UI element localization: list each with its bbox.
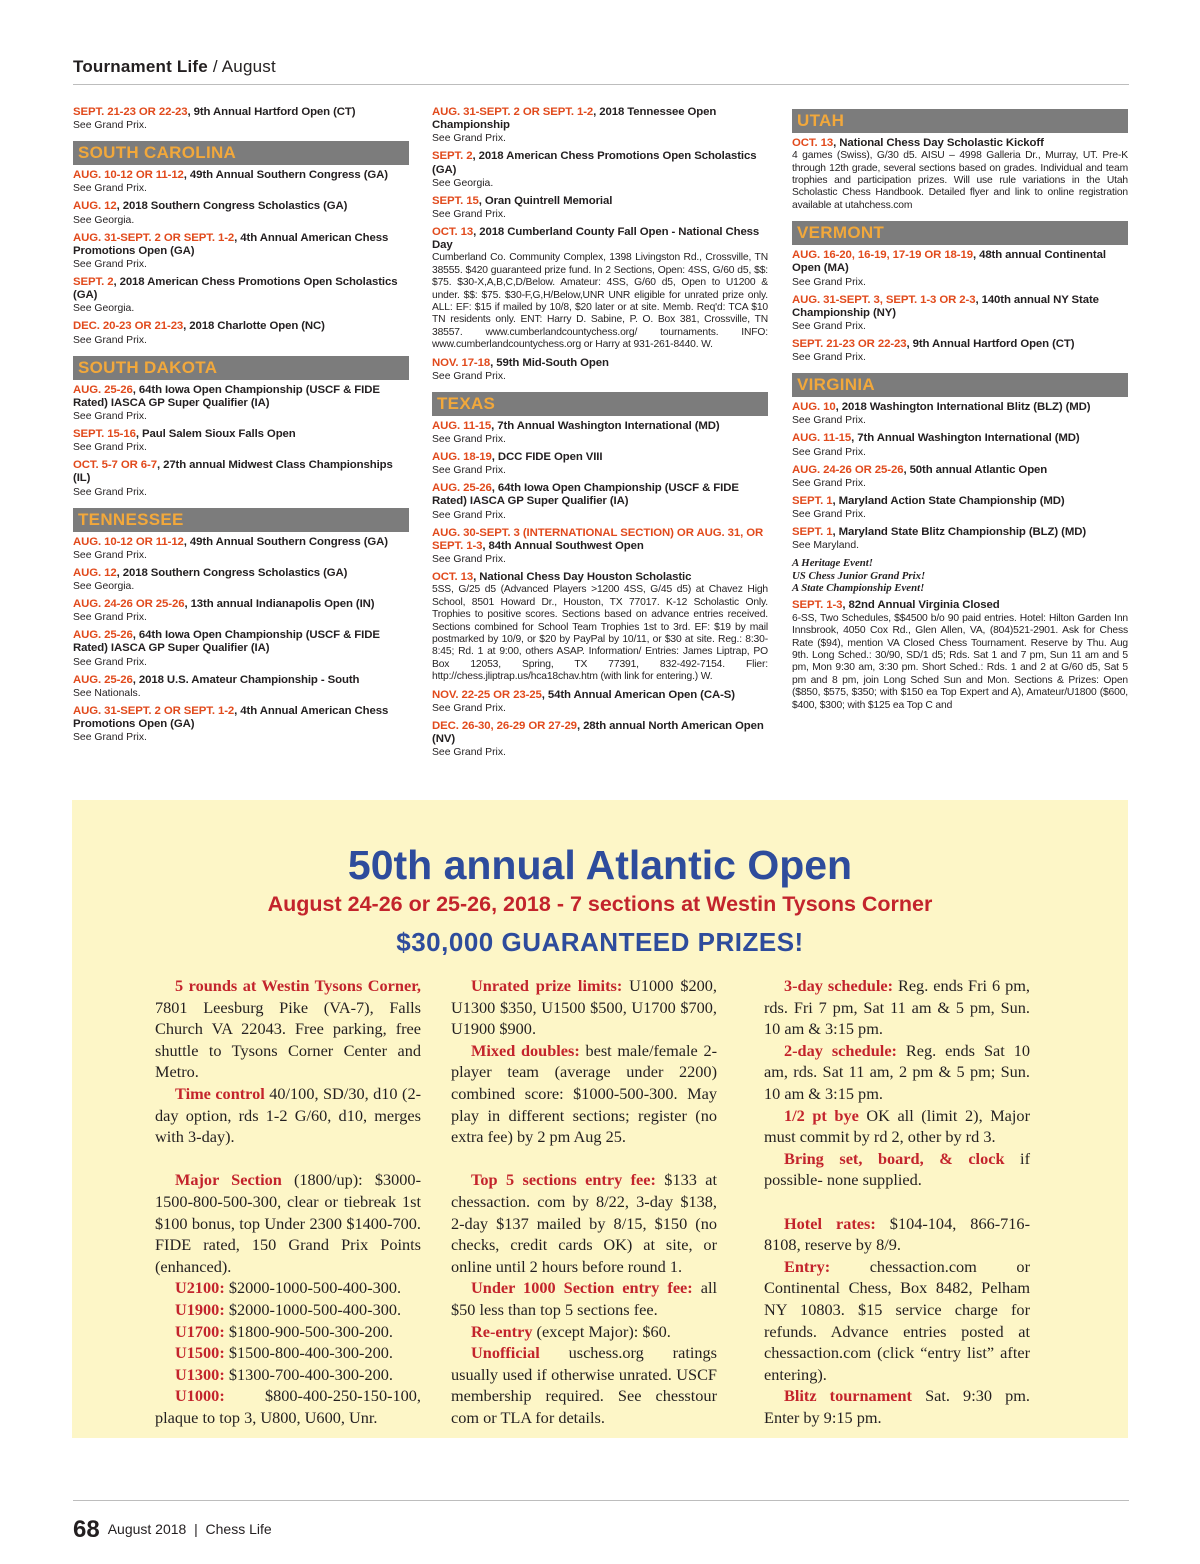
event-details: 5SS, G/25 d5 (Advanced Players >1200 4SS, G/45 d5) at Chavez High School, 8501 Howard Dr., Houston, TX 77017. K-12 Scholastic Only. Trophies to positive scores. Sections based on advance entries received. Sections combined for School Team Trophies 1st to 3rd. EF: $19 by mail postmarked by 10/9, or $20 by PayPal by 10/11, or $30 at site. Reg.: 8:30- 8:45; Rd. 1 at 9:00, others ASAP. Information/ Entries: James Liptrap, PO Box 12053, Spring, TX 77391, 832-492-7154. Flier: http://chess.jliptrap.us/hca18chav.htm (with link for entering.) W. bbox=[432, 584, 768, 683]
event-date: AUG. 24-26 OR 25-26 bbox=[73, 598, 185, 611]
event-name: , 64th Iowa Open Championship (USCF & FIDE Rated) IASCA GP Super Qualifier (IA) bbox=[73, 383, 380, 409]
ad-paragraph bbox=[451, 1169, 717, 1277]
ad-text: OK all (limit 2), Major must commit by rd 2, other by rd 3. bbox=[764, 1105, 1030, 1147]
event-title bbox=[432, 689, 768, 702]
event-listing bbox=[73, 276, 409, 315]
ad-highlight: 2-day schedule: bbox=[784, 1040, 897, 1060]
ad-column-1 bbox=[155, 975, 421, 1428]
event-details: Cumberland Co. Community Complex, 1398 Livingston Rd., Crossville, TN 38555. $420 guaranteed prize fund. In 2 Sections, Open: 4SS, G/60 d5, $$: $75. $30-X,A,B,C,D/Below. Amateur: 4SS, G/60 d5, Open to U1200 & under. $$: $75. $30-F,G,H/Below,UNR UNR eligible for unrated prize only. ALL: EF: $15 if mailed by 10/8, $20 later or at site. Memb. Req'd: TCA $10 TN residents only. ENT: Harry D. Sabine, P. O. Box 381, Crossville, TN 38557. www.cumberlandcountychess.org/ tournaments. INFO: www.cumberlandcountychess.org or Harry at 931-261-8440. W. bbox=[432, 252, 768, 351]
event-reference: See Grand Prix. bbox=[432, 702, 506, 714]
state-header: TENNESSEE bbox=[73, 508, 409, 532]
ad-paragraph bbox=[764, 1385, 1030, 1428]
event-reference: See Grand Prix. bbox=[432, 209, 506, 221]
event-date: SEPT. 1-3 bbox=[792, 599, 843, 612]
event-date: DEC. 20-23 OR 21-23 bbox=[73, 320, 184, 333]
event-date: AUG. 10-12 OR 11-12 bbox=[73, 169, 184, 182]
event-date: AUG. 31-SEPT. 2 OR SEPT. 1-2 bbox=[73, 704, 235, 717]
ad-text: $1800-900-500-300-200. bbox=[224, 1321, 393, 1341]
event-title bbox=[792, 137, 1128, 150]
event-name: , 64th Iowa Open Championship (USCF & FIDE Rated) IASCA GP Super Qualifier (IA) bbox=[73, 629, 380, 655]
ad-paragraph bbox=[764, 1040, 1030, 1105]
ad-paragraph bbox=[451, 1040, 717, 1148]
event-reference: See Grand Prix. bbox=[432, 133, 506, 145]
ad-highlight: U1700: bbox=[175, 1321, 225, 1341]
state-header: VIRGINIA bbox=[792, 373, 1128, 397]
event-listing bbox=[73, 169, 409, 195]
header-separator: / bbox=[207, 57, 222, 76]
ad-paragraph bbox=[764, 975, 1030, 1040]
ad-highlight: Entry: bbox=[784, 1256, 831, 1276]
event-date: NOV. 22-25 OR 23-25 bbox=[432, 688, 542, 701]
ad-title: 50th annual Atlantic Open bbox=[347, 842, 853, 888]
event-title bbox=[73, 169, 409, 182]
event-title bbox=[792, 599, 1128, 612]
ad-highlight: U1000: bbox=[175, 1386, 225, 1406]
event-title bbox=[432, 420, 768, 433]
event-date: AUG. 25-26 bbox=[73, 629, 133, 642]
event-reference: See Grand Prix. bbox=[73, 549, 147, 561]
event-title bbox=[792, 432, 1128, 445]
state-header: SOUTH CAROLINA bbox=[73, 141, 409, 165]
event-date: AUG. 24-26 OR 25-26 bbox=[792, 463, 904, 476]
event-reference: See Maryland. bbox=[792, 540, 859, 552]
paragraph-spacer bbox=[451, 1148, 717, 1170]
event-listing bbox=[792, 338, 1128, 364]
ad-paragraph bbox=[451, 1277, 717, 1320]
event-name: , 48th annual Continental Open (MA) bbox=[792, 249, 1106, 275]
ad-text: all $50 less than top 5 sections fee. bbox=[451, 1278, 717, 1319]
event-name: , Oran Quintrell Memorial bbox=[478, 194, 613, 207]
event-title bbox=[792, 294, 1128, 320]
event-title bbox=[792, 401, 1128, 414]
event-name: , National Chess Day Houston Scholastic bbox=[473, 571, 692, 584]
event-listing bbox=[792, 294, 1128, 333]
ad-paragraph bbox=[155, 1364, 421, 1386]
event-listing bbox=[432, 482, 768, 521]
event-reference: See Grand Prix. bbox=[432, 370, 506, 382]
event-name: , 2018 American Chess Promotions Open Scholastics (GA) bbox=[432, 150, 757, 176]
ad-paragraph bbox=[155, 1083, 421, 1148]
event-reference: See Grand Prix. bbox=[73, 612, 147, 624]
event-listing bbox=[73, 629, 409, 668]
listing-column-2 bbox=[432, 106, 768, 764]
event-date: OCT. 13 bbox=[792, 137, 834, 149]
event-reference: See Grand Prix. bbox=[73, 183, 147, 195]
page-number: 68 bbox=[73, 1516, 100, 1543]
ad-text: $800-400-250-150-100, plaque to top 3, U800, U600, Unr. bbox=[155, 1386, 421, 1427]
event-date: AUG. 31-SEPT. 2 OR SEPT. 1-2 bbox=[432, 106, 594, 118]
state-header: UTAH bbox=[792, 109, 1128, 133]
state-header: SOUTH DAKOTA bbox=[73, 356, 409, 380]
ad-text: chessaction.com or Continental Chess, Box 8482, Pelham NY 10803. $15 service charge for refunds. Advance entries posted at chessaction.com (click “entry list” after entering). bbox=[764, 1256, 1030, 1384]
event-date: AUG. 25-26 bbox=[73, 673, 133, 686]
ad-highlight: U1900: bbox=[175, 1299, 225, 1319]
heritage-line: A State Championship Event! bbox=[792, 582, 925, 595]
ad-text: $104-104, 866-716-8108, reserve by 8/9. bbox=[764, 1213, 1030, 1255]
event-reference: See Nationals. bbox=[73, 687, 141, 699]
ad-highlight: Under 1000 Section entry fee: bbox=[471, 1278, 693, 1298]
listing-column-3 bbox=[792, 106, 1128, 717]
event-title bbox=[73, 232, 409, 258]
event-listing bbox=[432, 527, 768, 566]
event-listing bbox=[792, 526, 1128, 552]
ad-paragraph bbox=[155, 975, 421, 1083]
listing-column-1 bbox=[73, 106, 409, 749]
ad-paragraph bbox=[764, 1148, 1030, 1191]
event-listing bbox=[73, 320, 409, 346]
ad-highlight: U1300: bbox=[175, 1364, 225, 1384]
event-title bbox=[73, 536, 409, 549]
ad-paragraph bbox=[155, 1342, 421, 1364]
ad-text: 7801 Leesburg Pike (VA-7), Falls Church VA 22043. Free parking, free shuttle to Tysons Corner Center and Metro. bbox=[155, 997, 421, 1082]
event-listing bbox=[73, 536, 409, 562]
footer-separator: | bbox=[194, 1521, 198, 1537]
event-reference: See Grand Prix. bbox=[792, 321, 866, 333]
event-date: SEPT. 2 bbox=[432, 150, 473, 163]
event-name: , 9th Annual Hartford Open (CT) bbox=[906, 338, 1075, 351]
ad-paragraph bbox=[764, 1213, 1030, 1256]
ad-highlight: U2100: bbox=[175, 1278, 225, 1298]
event-title bbox=[73, 384, 409, 410]
event-reference: See Grand Prix. bbox=[792, 509, 866, 521]
event-date: SEPT. 15-16 bbox=[73, 428, 136, 441]
event-listing bbox=[73, 106, 409, 132]
event-listing bbox=[432, 226, 768, 352]
event-listing bbox=[792, 599, 1128, 711]
event-date: SEPT. 21-23 OR 22-23 bbox=[792, 338, 907, 351]
event-name: , 27th annual Midwest Class Championships (IL) bbox=[73, 459, 393, 485]
event-date: SEPT. 1 bbox=[792, 526, 833, 539]
event-name: , Maryland State Blitz Championship (BLZ) (MD) bbox=[832, 526, 1087, 539]
ad-text: $133 at chessaction. com by 8/22, 3-day $138, 2-day $137 mailed by 8/15, $150 (no checks, credit cards OK) at site, or online until 2 hours before round 1. bbox=[451, 1170, 717, 1276]
state-header: TEXAS bbox=[432, 392, 768, 416]
event-reference: See Georgia. bbox=[73, 214, 135, 226]
event-reference: See Grand Prix. bbox=[792, 276, 866, 288]
ad-highlight: Blitz tournament bbox=[784, 1386, 912, 1406]
event-listing bbox=[73, 705, 409, 744]
ad-text: Reg. ends Sat 10 am, rds. Sat 11 am, 2 pm & 5 pm; Sun. 10 am & 3:15 pm. bbox=[764, 1040, 1030, 1103]
event-date: AUG. 31-SEPT. 2 OR SEPT. 1-2 bbox=[73, 231, 235, 244]
event-reference: See Grand Prix. bbox=[73, 334, 147, 346]
event-title bbox=[73, 567, 409, 580]
event-name: , 140th annual NY State Championship (NY) bbox=[792, 293, 1099, 319]
event-listing bbox=[432, 451, 768, 477]
ad-text: if possible- none supplied. bbox=[764, 1148, 1030, 1190]
event-details: 4 games (Swiss), G/30 d5. AISU – 4998 Galleria Dr., Murray, UT. Pre-K through 12th grade, several sections based on grades. Individual and team trophies and participation prizes. Will use rule variations in the Utah Scholastic Chess Handbook. Detailed flyer and link to online registration available at utahchess.com bbox=[792, 150, 1128, 211]
ad-text: (except Major): $60. bbox=[532, 1321, 671, 1341]
ad-highlight: Hotel rates: bbox=[784, 1213, 876, 1233]
event-listing bbox=[432, 571, 768, 683]
event-name: , 2018 Cumberland County Fall Open - National Chess Day bbox=[432, 226, 760, 252]
event-name: , 2018 American Chess Promotions Open Scholastics (GA) bbox=[73, 276, 398, 302]
ad-text: $1500-800-400-300-200. bbox=[224, 1343, 393, 1363]
header-month: August bbox=[221, 57, 276, 76]
event-name: , 84th Annual Southwest Open bbox=[482, 539, 644, 552]
ad-prizes-headline: $30,000 GUARANTEED PRIZES! bbox=[396, 927, 804, 957]
event-listing bbox=[73, 598, 409, 624]
event-listing bbox=[73, 428, 409, 454]
event-name: , National Chess Day Scholastic Kickoff bbox=[833, 137, 1044, 149]
event-listing bbox=[432, 420, 768, 446]
ad-highlight: Top 5 sections entry fee: bbox=[471, 1170, 656, 1190]
ad-highlight: 5 rounds at Westin Tysons Corner, bbox=[175, 976, 421, 995]
event-title bbox=[432, 482, 768, 508]
ad-paragraph bbox=[451, 975, 717, 1040]
event-details: 6-SS, Two Schedules, $$4500 b/o 90 paid entries. Hotel: Hilton Garden Inn Innsbrook, 4050 Cox Rd., Glen Allen, VA, (804)521-2901. Ask for Chess Rate ($94), mention VA Closed Chess Tournament. Reserve by Thu. Aug 9th. Long Sched.: 30/90, SD/1 d5; Rds. Sat 1 and 7 pm, Sun 11 am and 5 pm, Mon 9:30 am, 3:30 pm. Short Sched.: Rds. 1 and 2 at G/60 d5, Sat 5 pm and 8 pm, join Long Sched Sun and Mon. Sections & Prizes: Open ($850, $575, $350; with $150 ea Top Expert and A), Amateur/U1800 ($600, $400, $300; with $125 ea Top C and bbox=[792, 612, 1128, 711]
event-date: OCT. 13 bbox=[432, 571, 474, 584]
event-title bbox=[792, 338, 1128, 351]
event-name: , 4th Annual American Chess Promotions Open (GA) bbox=[73, 231, 389, 257]
event-title bbox=[432, 527, 768, 553]
event-title bbox=[73, 320, 409, 333]
event-reference: See Grand Prix. bbox=[792, 477, 866, 489]
event-date: AUG. 16-20, 16-19, 17-19 OR 18-19 bbox=[792, 249, 973, 262]
event-name: , 59th Mid-South Open bbox=[490, 356, 609, 369]
event-listing bbox=[73, 200, 409, 226]
event-date: SEPT. 2 bbox=[73, 276, 114, 289]
event-title bbox=[73, 598, 409, 611]
section-title: Tournament Life bbox=[73, 57, 208, 76]
event-date: AUG. 10-12 OR 11-12 bbox=[73, 535, 184, 548]
event-listing bbox=[432, 689, 768, 715]
ad-text: Sat. 9:30 pm. Enter by 9:15 pm. bbox=[764, 1386, 1030, 1427]
event-reference: See Georgia. bbox=[432, 177, 494, 189]
ad-highlight: Mixed doubles: bbox=[471, 1040, 580, 1060]
event-name: , 2018 Southern Congress Scholastics (GA) bbox=[116, 200, 348, 213]
event-name: , 2018 Charlotte Open (NC) bbox=[183, 320, 325, 333]
event-title bbox=[73, 705, 409, 731]
event-date: SEPT. 15 bbox=[432, 194, 479, 207]
page-footer bbox=[73, 1516, 272, 1544]
ad-paragraph bbox=[155, 1321, 421, 1343]
state-header: VERMONT bbox=[792, 221, 1128, 245]
ad-text: 40/100, SD/30, d10 (2-day option, rds 1-2 G/60, d10, merges with 3-day). bbox=[155, 1083, 422, 1147]
event-date: SEPT. 21-23 OR 22-23 bbox=[73, 106, 188, 118]
event-title bbox=[792, 526, 1128, 539]
event-date: AUG. 25-26 bbox=[432, 482, 492, 495]
event-name: , Paul Salem Sioux Falls Open bbox=[135, 428, 296, 441]
ad-highlight: U1500: bbox=[175, 1343, 225, 1363]
heritage-line: US Chess Junior Grand Prix! bbox=[792, 569, 926, 582]
event-name: , 50th annual Atlantic Open bbox=[903, 463, 1048, 476]
event-title bbox=[792, 249, 1128, 275]
ad-text: uschess.org ratings usually used if otherwise unrated. USCF membership required. See chesstour com or TLA for details. bbox=[451, 1343, 717, 1427]
event-date: DEC. 26-30, 26-29 OR 27-29 bbox=[432, 719, 577, 732]
event-title bbox=[432, 226, 768, 252]
event-name: , 13th annual Indianapolis Open (IN) bbox=[184, 598, 375, 611]
event-title bbox=[73, 106, 409, 119]
paragraph-spacer bbox=[764, 1191, 1030, 1213]
event-name: , DCC FIDE Open VIII bbox=[491, 451, 603, 464]
event-title bbox=[73, 200, 409, 213]
event-listing bbox=[73, 384, 409, 423]
event-reference: See Grand Prix. bbox=[73, 656, 147, 668]
ad-paragraph bbox=[155, 1169, 421, 1277]
ad-text: best male/female 2-player team (average under 2200) combined score: $1000-500-300. May play in different sections; register (no extra fee) by 2 pm Aug 25. bbox=[451, 1040, 718, 1147]
ad-text: Reg. ends Fri 6 pm, rds. Fri 7 pm, Sat 11 am & 5 pm, Sun. 10 am & 3:15 pm. bbox=[764, 976, 1030, 1039]
header-divider bbox=[73, 84, 1129, 85]
event-listing bbox=[792, 249, 1128, 288]
event-name: , 54th Annual American Open (CA-S) bbox=[541, 688, 735, 701]
event-reference: See Grand Prix. bbox=[792, 415, 866, 427]
event-listing bbox=[73, 232, 409, 271]
event-reference: See Grand Prix. bbox=[73, 442, 147, 454]
ad-text: $1300-700-400-300-200. bbox=[224, 1364, 393, 1384]
event-reference: See Grand Prix. bbox=[432, 747, 506, 759]
event-title bbox=[73, 428, 409, 441]
event-name: , 7th Annual Washington International (MD) bbox=[851, 432, 1080, 445]
event-date: AUG. 12 bbox=[73, 566, 117, 579]
event-title bbox=[792, 464, 1128, 477]
ad-highlight: 3-day schedule: bbox=[784, 976, 893, 995]
ad-highlight: 1/2 pt bye bbox=[784, 1105, 859, 1125]
event-title bbox=[792, 495, 1128, 508]
event-reference: See Grand Prix. bbox=[432, 554, 506, 566]
event-reference: See Grand Prix. bbox=[73, 732, 147, 744]
event-date: AUG. 11-15 bbox=[792, 432, 852, 445]
event-reference: See Grand Prix. bbox=[73, 120, 147, 132]
event-date: AUG. 31-SEPT. 3, SEPT. 1-3 OR 2-3 bbox=[792, 293, 976, 306]
event-name: , 2018 U.S. Amateur Championship - South bbox=[132, 673, 360, 686]
event-reference: See Georgia. bbox=[73, 303, 135, 315]
event-date: AUG. 11-15 bbox=[432, 419, 492, 432]
event-title bbox=[432, 195, 768, 208]
magazine-name: Chess Life bbox=[205, 1521, 272, 1537]
event-listing bbox=[73, 567, 409, 593]
ad-paragraph bbox=[155, 1299, 421, 1321]
footer-divider bbox=[73, 1500, 1129, 1501]
event-listing bbox=[432, 357, 768, 383]
event-name: , 4th Annual American Chess Promotions Open (GA) bbox=[73, 704, 389, 731]
event-listing bbox=[432, 106, 768, 145]
event-reference: See Grand Prix. bbox=[73, 259, 147, 271]
ad-highlight: Time control bbox=[175, 1083, 265, 1103]
event-name: , 2018 Tennessee Open Championship bbox=[432, 106, 717, 132]
event-reference: See Georgia. bbox=[73, 581, 135, 593]
ad-highlight: Bring set, board, & clock bbox=[784, 1148, 1005, 1168]
event-title bbox=[73, 459, 409, 485]
ad-highlight: Unrated prize limits: bbox=[471, 976, 623, 995]
event-name: , 2018 Southern Congress Scholastics (GA) bbox=[116, 566, 348, 579]
ad-highlight: Major Section bbox=[175, 1170, 282, 1190]
ad-text: (1800/up): $3000-1500-800-500-300, clear or tiebreak 1st $100 bonus, top Under 2300 $1400-700. FIDE rated, 150 Grand Prix Points (enhanced). bbox=[155, 1170, 421, 1276]
event-name: , 64th Iowa Open Championship (USCF & FIDE Rated) IASCA GP Super Qualifier (IA) bbox=[432, 482, 739, 508]
event-reference: See Grand Prix. bbox=[792, 446, 866, 458]
event-reference: See Grand Prix. bbox=[792, 352, 866, 364]
event-title bbox=[432, 720, 768, 746]
ad-column-3 bbox=[764, 975, 1030, 1428]
event-title bbox=[73, 276, 409, 302]
event-date: OCT. 5-7 OR 6-7 bbox=[73, 459, 157, 472]
event-name: , 7th Annual Washington International (MD) bbox=[491, 419, 720, 432]
event-title bbox=[73, 629, 409, 655]
event-name: , Maryland Action State Championship (MD) bbox=[832, 494, 1065, 507]
ad-column-2 bbox=[451, 975, 717, 1428]
event-title bbox=[73, 674, 409, 687]
event-name: , 82nd Annual Virginia Closed bbox=[842, 599, 1000, 612]
event-date: OCT. 13 bbox=[432, 226, 474, 239]
event-title bbox=[432, 571, 768, 584]
event-date: AUG. 10 bbox=[792, 401, 836, 414]
ad-highlight: Re-entry bbox=[471, 1321, 533, 1341]
event-listing bbox=[792, 495, 1128, 521]
ad-text: $2000-1000-500-400-300. bbox=[224, 1299, 402, 1319]
event-reference: See Grand Prix. bbox=[73, 486, 147, 498]
event-reference: See Grand Prix. bbox=[432, 509, 506, 521]
event-listing bbox=[73, 674, 409, 700]
ad-highlight: Unofficial bbox=[471, 1343, 540, 1363]
event-date: AUG. 18-19 bbox=[432, 451, 492, 464]
atlantic-open-ad bbox=[72, 800, 1128, 1438]
ad-paragraph bbox=[451, 1321, 717, 1343]
event-title bbox=[432, 451, 768, 464]
event-name: , 9th Annual Hartford Open (CT) bbox=[187, 106, 356, 118]
ad-paragraph bbox=[764, 1256, 1030, 1386]
event-name: , 49th Annual Southern Congress (GA) bbox=[183, 535, 388, 548]
event-title bbox=[432, 106, 768, 132]
event-title bbox=[432, 150, 768, 176]
event-listing bbox=[792, 432, 1128, 458]
event-title bbox=[432, 357, 768, 370]
event-reference: See Grand Prix. bbox=[432, 434, 506, 446]
event-date: AUG. 30-SEPT. 3 (INTERNATIONAL SECTION) OR AUG. 31, OR SEPT. 1-3 bbox=[432, 526, 764, 552]
ad-text: $2000-1000-500-400-300. bbox=[224, 1278, 402, 1298]
ad-paragraph bbox=[155, 1385, 421, 1428]
event-listing bbox=[792, 137, 1128, 212]
heritage-line: A Heritage Event! bbox=[792, 557, 873, 570]
ad-paragraph bbox=[451, 1342, 717, 1428]
event-listing bbox=[792, 464, 1128, 490]
ad-paragraph bbox=[764, 1105, 1030, 1148]
event-listing bbox=[432, 150, 768, 189]
event-date: SEPT. 1 bbox=[792, 494, 833, 507]
event-listing bbox=[792, 401, 1128, 427]
ad-subtitle: August 24-26 or 25-26, 2018 - 7 sections at Westin Tysons Corner bbox=[267, 892, 933, 916]
event-date: NOV. 17-18 bbox=[432, 356, 491, 369]
event-reference: See Grand Prix. bbox=[432, 465, 506, 477]
event-listing bbox=[432, 720, 768, 759]
event-name: , 28th annual North American Open (NV) bbox=[432, 719, 764, 745]
event-listing bbox=[432, 195, 768, 221]
running-head bbox=[73, 57, 276, 77]
event-name: , 49th Annual Southern Congress (GA) bbox=[183, 169, 388, 182]
event-reference: See Grand Prix. bbox=[73, 411, 147, 423]
event-date: AUG. 12 bbox=[73, 200, 117, 213]
event-listing bbox=[73, 459, 409, 498]
ad-paragraph bbox=[155, 1277, 421, 1299]
event-date: AUG. 25-26 bbox=[73, 383, 133, 396]
paragraph-spacer bbox=[155, 1148, 421, 1170]
event-name: , 2018 Washington International Blitz (BLZ) (MD) bbox=[835, 401, 1091, 414]
ad-text: U1000 $200, U1300 $350, U1500 $500, U1700 $700, U1900 $900. bbox=[451, 976, 717, 1039]
heritage-notice bbox=[792, 557, 1128, 594]
issue-date: August 2018 bbox=[107, 1521, 187, 1537]
